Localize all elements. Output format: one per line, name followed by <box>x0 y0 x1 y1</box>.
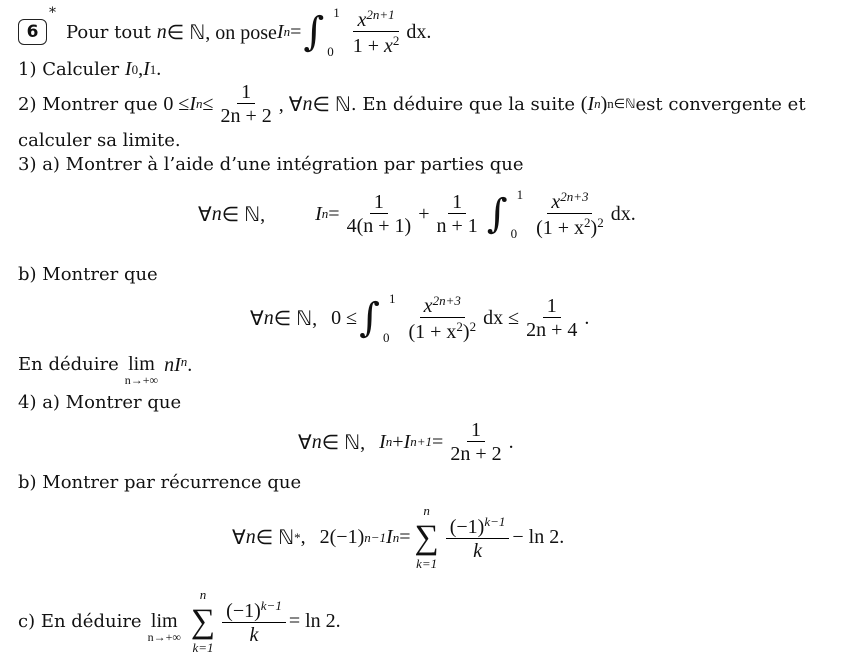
equation-3 <box>298 420 514 464</box>
text: . <box>584 306 590 329</box>
op: = <box>290 20 302 43</box>
text: dx. <box>610 202 636 225</box>
var: I <box>386 526 393 549</box>
text: ∈ ℕ <box>255 527 295 550</box>
question-2 <box>18 82 806 126</box>
exp: 2 <box>392 33 400 48</box>
limit <box>148 611 181 644</box>
lower-bound: k=1 <box>192 640 214 656</box>
var: n <box>156 20 167 43</box>
text: c) En déduire <box>18 611 142 633</box>
op: + <box>418 202 430 225</box>
var: x <box>357 9 367 31</box>
exp: 2 <box>469 319 477 334</box>
equation-1 <box>198 188 636 240</box>
text: ∈ ℕ, <box>321 431 366 454</box>
text: Pour tout <box>66 21 152 43</box>
integral-sign: ∫ <box>486 191 508 237</box>
upper-bound: 1 <box>516 187 524 202</box>
text: (1 + x <box>536 217 585 239</box>
text: est convergente et <box>635 93 806 115</box>
question-4a <box>18 392 181 413</box>
den: 2n + 2 <box>220 105 272 127</box>
exp: 2n+3 <box>432 293 461 308</box>
integral <box>303 6 343 58</box>
text: − ln 2. <box>512 526 565 549</box>
text: ∀ <box>298 431 312 454</box>
var: I <box>379 430 386 453</box>
text: ) <box>462 321 470 343</box>
text: (−1) <box>226 599 261 622</box>
lim: lim <box>150 609 178 632</box>
op: = <box>399 526 411 549</box>
text: ∀ <box>250 307 264 330</box>
exercise-statement <box>18 6 431 58</box>
num: 1 <box>237 82 255 104</box>
question-2-cont <box>18 130 181 151</box>
lower-bound: 0 <box>327 44 334 59</box>
den: 2n + 4 <box>526 319 578 341</box>
text: ( <box>580 92 588 115</box>
fraction <box>343 192 416 236</box>
sub: 1 <box>149 61 157 77</box>
num: 1 <box>370 192 388 214</box>
var: I <box>587 92 595 115</box>
question-3a <box>18 154 524 175</box>
sub: n <box>385 434 393 449</box>
var: n <box>263 306 274 329</box>
var: x <box>551 191 561 213</box>
den: 4(n + 1) <box>346 215 412 237</box>
text: En déduire <box>18 354 119 375</box>
text: 2(−1) <box>319 526 365 549</box>
exp: k−1 <box>484 513 506 529</box>
exp: 2 <box>584 215 591 230</box>
exp: 2n+1 <box>366 7 395 22</box>
var: nI <box>164 354 181 376</box>
var: k <box>473 539 482 562</box>
text: ∀ <box>198 203 212 226</box>
fraction <box>446 420 505 464</box>
sub: n∈ℕ <box>607 96 636 111</box>
op: = <box>328 202 340 225</box>
sub: n <box>392 529 400 545</box>
question-1 <box>18 58 161 81</box>
exp: 2 <box>456 319 463 334</box>
num: 1 <box>467 420 485 442</box>
integral <box>487 188 527 240</box>
text: 1 + <box>352 35 384 57</box>
op: = <box>432 430 444 453</box>
var: I <box>276 20 284 43</box>
limit <box>125 354 158 387</box>
den: 2n + 2 <box>450 443 502 465</box>
var: n <box>311 430 322 453</box>
text: ) <box>590 217 598 239</box>
upper-bound: 1 <box>388 291 396 306</box>
fraction <box>532 190 608 238</box>
fraction <box>222 599 286 645</box>
var: I <box>315 202 322 225</box>
exp: k−1 <box>260 597 282 613</box>
integral <box>359 292 399 344</box>
sub: 0 <box>131 61 139 77</box>
text: 0 ≤ <box>331 306 358 329</box>
text: , ∀ <box>278 93 303 116</box>
text: ∈ ℕ, <box>273 307 318 330</box>
exercise-number-badge: 6 <box>18 19 47 45</box>
var: I <box>189 92 197 115</box>
integral-sign: ∫ <box>303 9 325 55</box>
text: ) <box>600 92 608 115</box>
text: dx. <box>406 20 432 43</box>
var: I <box>124 58 132 80</box>
sum-sign: ∑ <box>414 519 439 557</box>
text: (−1) <box>449 515 485 538</box>
integral-sign: ∫ <box>359 295 380 341</box>
text: . En déduire que la suite <box>350 93 576 115</box>
text: , <box>300 526 306 549</box>
text: 2) Montrer que <box>18 93 158 115</box>
num: 1 <box>448 192 466 214</box>
exp: * <box>294 529 301 545</box>
question-3b <box>18 264 158 285</box>
summation <box>414 504 438 572</box>
text: calculer sa limite. <box>18 130 181 151</box>
sub: n <box>196 96 203 111</box>
text: = ln 2. <box>288 610 341 633</box>
op: ≤ <box>202 92 214 115</box>
fraction <box>217 82 276 126</box>
question-4b <box>18 472 301 493</box>
sub: n <box>283 24 291 39</box>
den: n + 1 <box>436 215 478 237</box>
fraction <box>446 515 510 561</box>
question-4c <box>18 588 341 656</box>
lim-sub: n→+∞ <box>147 629 181 644</box>
sub: n <box>180 354 188 369</box>
text: 3) a) Montrer à l’aide d’une intégration par parties que <box>18 154 524 175</box>
text: ∈ ℕ, on pose <box>166 21 277 44</box>
equation-2 <box>250 292 589 344</box>
sub: n <box>594 96 601 111</box>
var: I <box>403 430 411 453</box>
sub: n <box>321 206 329 221</box>
text: 0 ≤ <box>163 92 190 115</box>
lower-bound: 0 <box>510 226 518 241</box>
exp: 2 <box>597 215 604 230</box>
text: dx ≤ <box>483 306 520 329</box>
text: 4) a) Montrer que <box>18 392 182 413</box>
var: n <box>245 526 256 549</box>
text: (1 + x <box>408 321 457 343</box>
equation-4 <box>232 504 564 572</box>
upper-bound: n <box>423 503 430 518</box>
var: n <box>302 92 313 115</box>
exp: n−1 <box>364 529 387 545</box>
text: ∀ <box>232 527 246 550</box>
lower-bound: k=1 <box>416 556 438 572</box>
text: . <box>156 58 162 80</box>
lim: lim <box>128 353 155 375</box>
fraction <box>522 296 581 340</box>
fraction <box>349 8 404 56</box>
op: + <box>392 430 404 453</box>
var: x <box>423 295 433 317</box>
text: ∈ ℕ <box>312 93 351 116</box>
lower-bound: 0 <box>382 330 390 345</box>
difficulty-star: * <box>49 5 56 21</box>
sub: n+1 <box>410 434 433 449</box>
text: 1) Calculer <box>18 59 120 80</box>
summation <box>191 588 215 656</box>
fraction <box>432 192 481 236</box>
text: b) Montrer par récurrence que <box>18 472 302 493</box>
num: 1 <box>543 296 561 318</box>
text: , <box>138 58 144 80</box>
upper-bound: n <box>199 587 207 602</box>
text: b) Montrer que <box>18 264 158 285</box>
sum-sign: ∑ <box>190 603 216 641</box>
var: n <box>211 202 222 225</box>
lim-sub: n→+∞ <box>124 373 159 387</box>
var: k <box>249 623 259 646</box>
text: ∈ ℕ, <box>221 203 266 226</box>
var: x <box>383 35 393 57</box>
var: I <box>143 58 150 80</box>
fraction <box>404 294 480 342</box>
exp: 2n+3 <box>560 189 589 204</box>
upper-bound: 1 <box>333 5 340 20</box>
text: . <box>508 430 514 453</box>
question-3b-limit <box>18 354 192 387</box>
text: . <box>187 354 193 376</box>
